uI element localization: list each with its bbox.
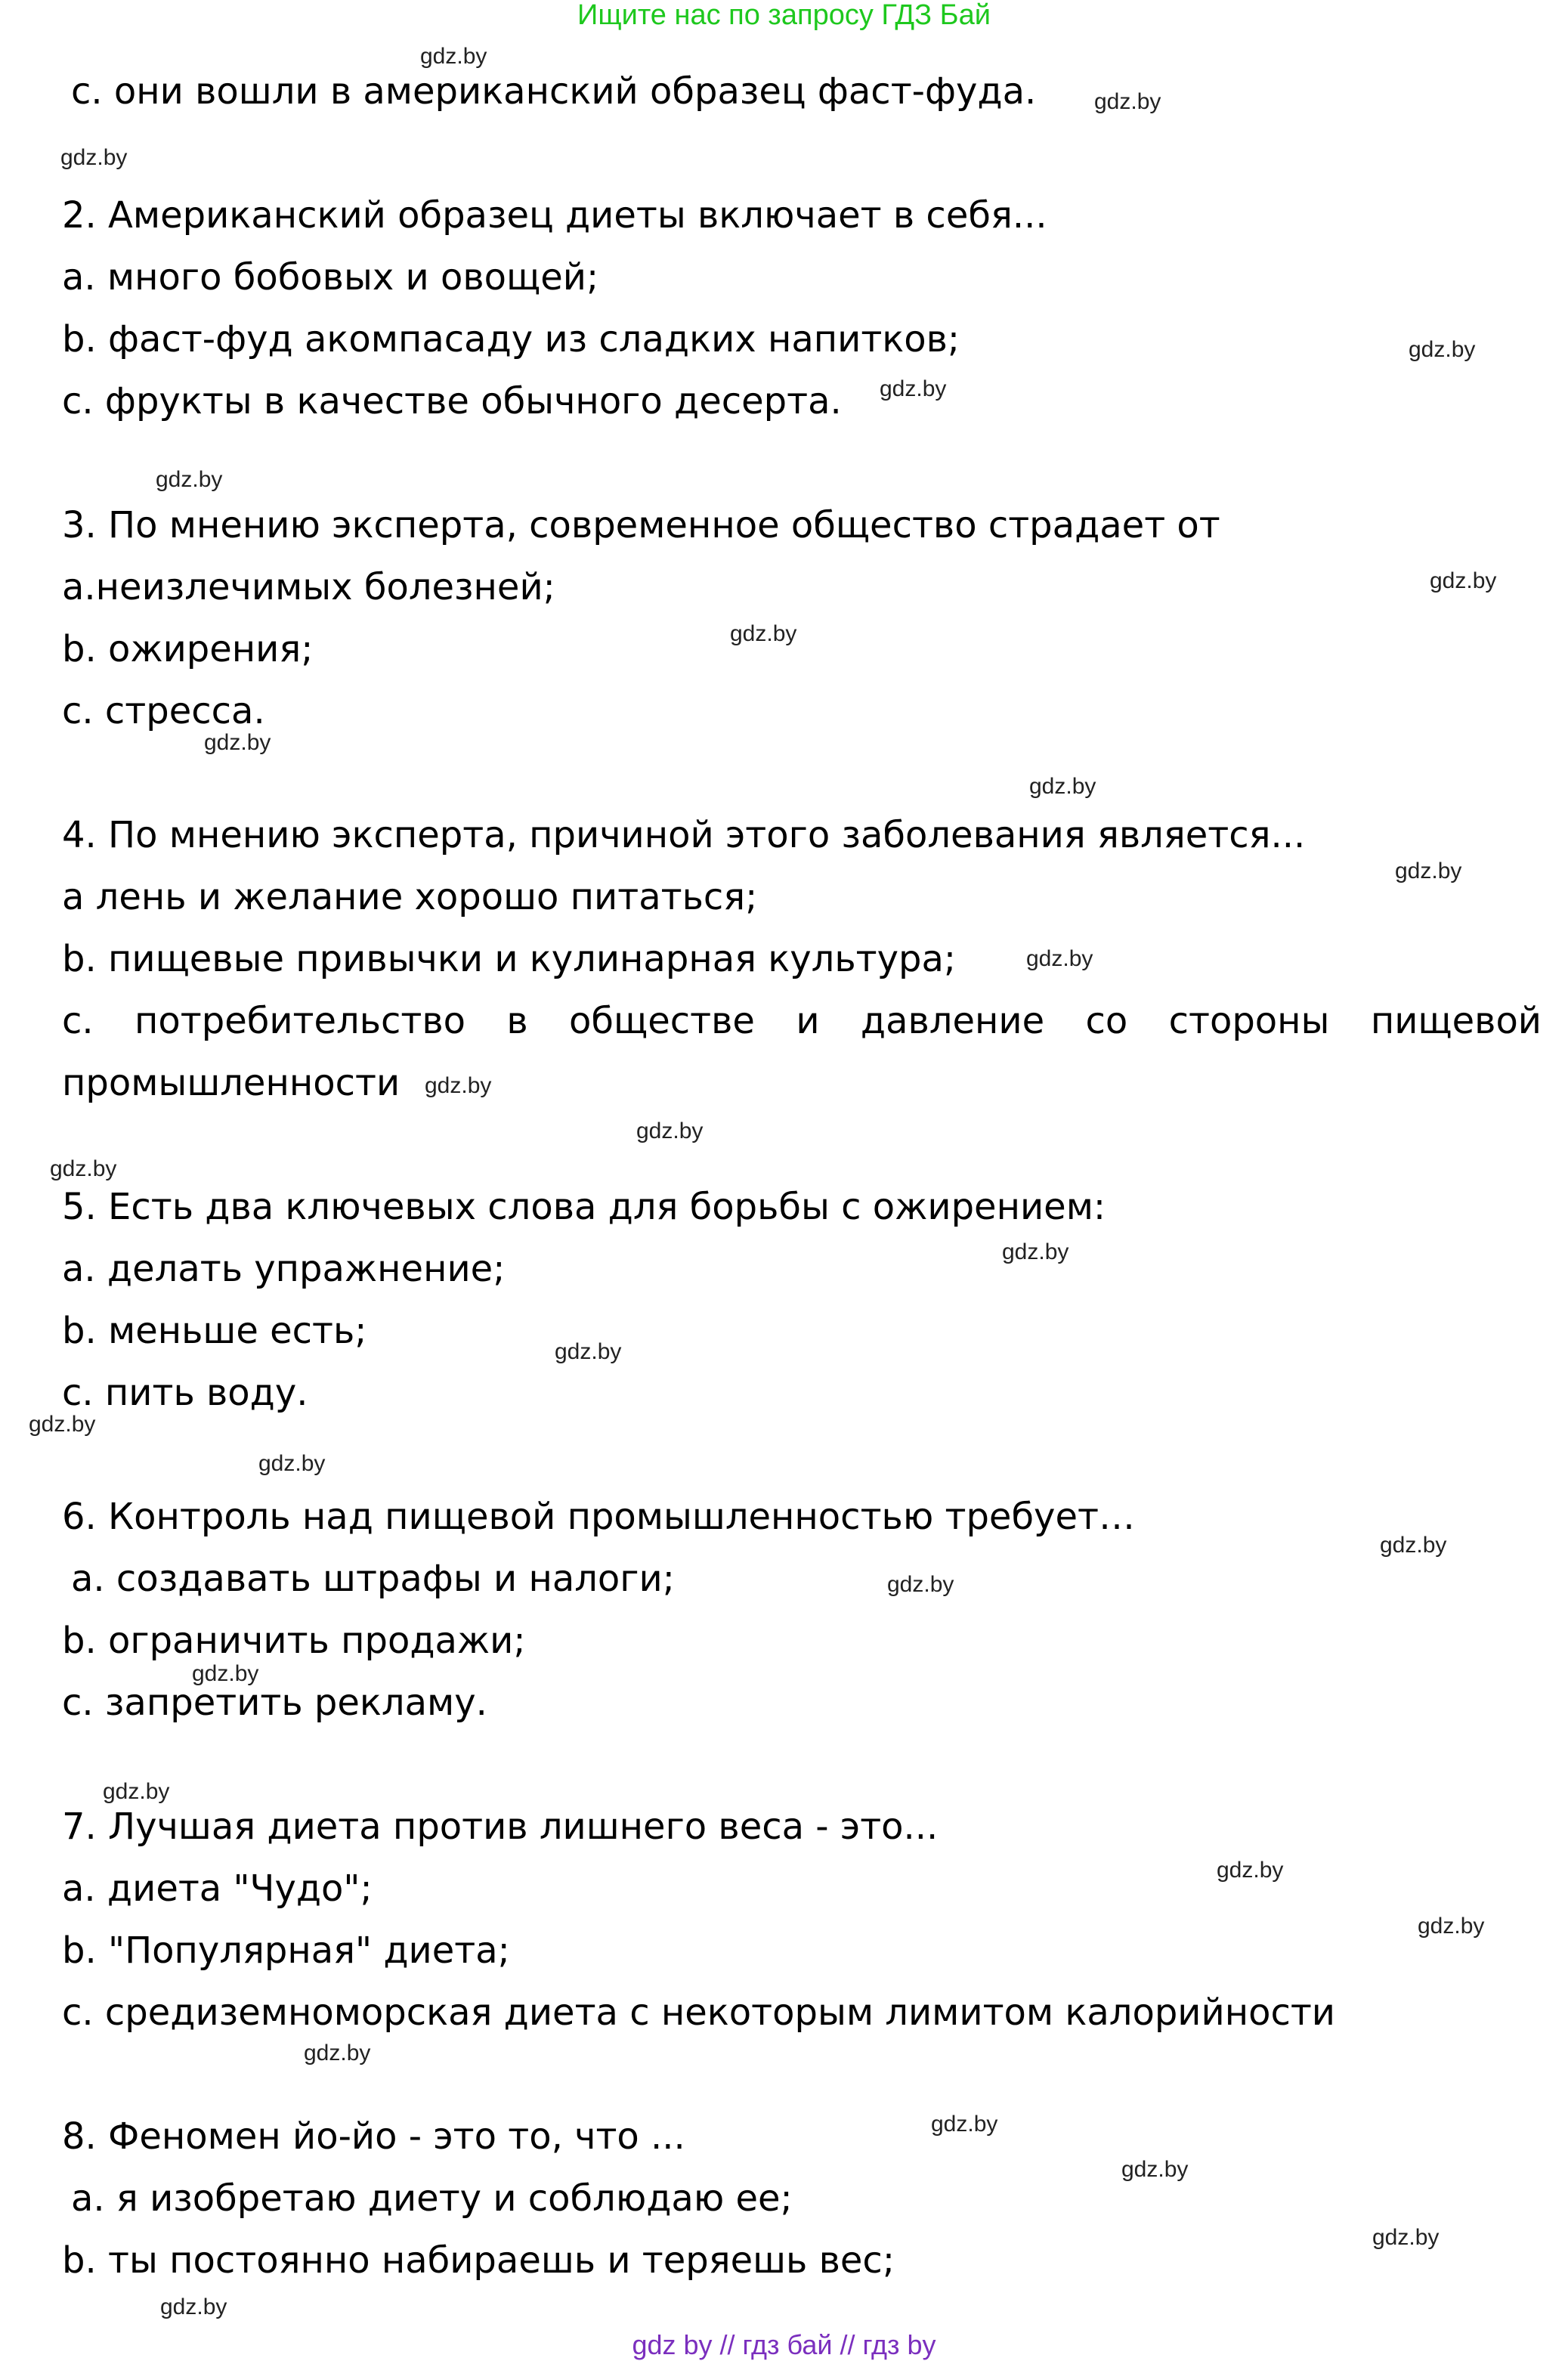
q3-option-b: b. ожирения;	[62, 628, 314, 670]
watermark-label: gdz.by	[103, 1779, 170, 1804]
q1-option-c: c. они вошли в американский образец фаст-фуда.	[71, 70, 1037, 113]
q6-question: 6. Контроль над пищевой промышленностью требует…	[62, 1496, 1135, 1538]
q7-option-a: a. диета "Чудо";	[62, 1867, 373, 1910]
q8-question: 8. Феномен йо-йо - это то, что ...	[62, 2115, 685, 2158]
q8-option-b: b. ты постоянно набираешь и теряешь вес;	[62, 2239, 895, 2282]
watermark-label: gdz.by	[425, 1073, 492, 1098]
q2-option-a: a. много бобовых и овощей;	[62, 256, 599, 299]
q3-question: 3. По мнению эксперта, современное общество страдает от	[62, 504, 1220, 546]
q4-option-a: a лень и желание хорошо питаться;	[62, 876, 758, 918]
watermark-label: gdz.by	[1094, 89, 1161, 114]
q6-option-c: c. запретить рекламу.	[62, 1682, 487, 1724]
q4-option-b: b. пищевые привычки и кулинарная культура;	[62, 938, 957, 980]
watermark-label: gdz.by	[880, 376, 947, 401]
watermark-label: gdz.by	[50, 1156, 117, 1181]
watermark-label: gdz.by	[1121, 2157, 1189, 2182]
search-banner: Ищите нас по запросу ГДЗ Бай	[577, 0, 991, 31]
watermark-label: gdz.by	[1409, 337, 1476, 362]
watermark-label: gdz.by	[1026, 946, 1093, 971]
watermark-label: gdz.by	[887, 1572, 954, 1597]
q7-question: 7. Лучшая диета против лишнего веса - это...	[62, 1806, 939, 1848]
watermark-label: gdz.by	[730, 621, 797, 646]
watermark-label: gdz.by	[258, 1451, 326, 1476]
watermark-label: gdz.by	[1418, 1914, 1485, 1939]
watermark-label: gdz.by	[160, 2294, 227, 2319]
q2-question: 2. Американский образец диеты включает в себя...	[62, 194, 1047, 237]
watermark-label: gdz.by	[1430, 568, 1497, 593]
q2-option-c: c. фрукты в качестве обычного десерта.	[62, 380, 842, 422]
watermark-label: gdz.by	[1002, 1239, 1069, 1264]
q4-option-c: c. потребительство в обществе и давление со стороны пищевой	[62, 1000, 1542, 1042]
q5-question: 5. Есть два ключевых слова для борьбы с ожирением:	[62, 1186, 1106, 1228]
q8-option-a: a. я изобретаю диету и соблюдаю ее;	[71, 2177, 793, 2220]
q3-option-c: c. стресса.	[62, 690, 265, 732]
watermark-label: gdz.by	[636, 1119, 704, 1143]
watermark-label: gdz.by	[304, 2041, 371, 2065]
watermark-label: gdz.by	[555, 1339, 622, 1364]
q6-option-b: b. ограничить продажи;	[62, 1620, 526, 1662]
q3-option-a: a.неизлечимых болезней;	[62, 566, 555, 608]
watermark-label: gdz.by	[1372, 2225, 1440, 2250]
watermark-label: gdz.by	[156, 467, 223, 492]
watermark-label: gdz.by	[1395, 859, 1462, 883]
watermark-label: gdz.by	[1380, 1533, 1447, 1558]
q7-option-c: c. средиземноморская диета с некоторым лимитом калорийности	[62, 1991, 1335, 2034]
watermark-label: gdz.by	[29, 1412, 96, 1437]
watermark-label: gdz.by	[1217, 1858, 1284, 1883]
watermark-label: gdz.by	[204, 730, 271, 755]
watermark-label: gdz.by	[1029, 774, 1096, 799]
q5-option-b: b. меньше есть;	[62, 1310, 367, 1352]
watermark-label: gdz.by	[192, 1661, 259, 1686]
q5-option-a: a. делать упражнение;	[62, 1248, 506, 1290]
q2-option-b: b. фаст-фуд акомпасаду из сладких напитков;	[62, 318, 960, 360]
q6-option-a: a. создавать штрафы и налоги;	[71, 1558, 675, 1600]
watermark-label: gdz.by	[931, 2112, 998, 2137]
q4-option-c-continued: промышленности	[62, 1062, 401, 1104]
q5-option-c: c. пить воду.	[62, 1372, 308, 1414]
footer-links: gdz by // гдз бай // гдз by	[632, 2329, 936, 2360]
watermark-label: gdz.by	[420, 44, 487, 69]
watermark-label: gdz.by	[60, 145, 128, 170]
q7-option-b: b. "Популярная" диета;	[62, 1929, 510, 1972]
q4-question: 4. По мнению эксперта, причиной этого заболевания является...	[62, 814, 1306, 856]
